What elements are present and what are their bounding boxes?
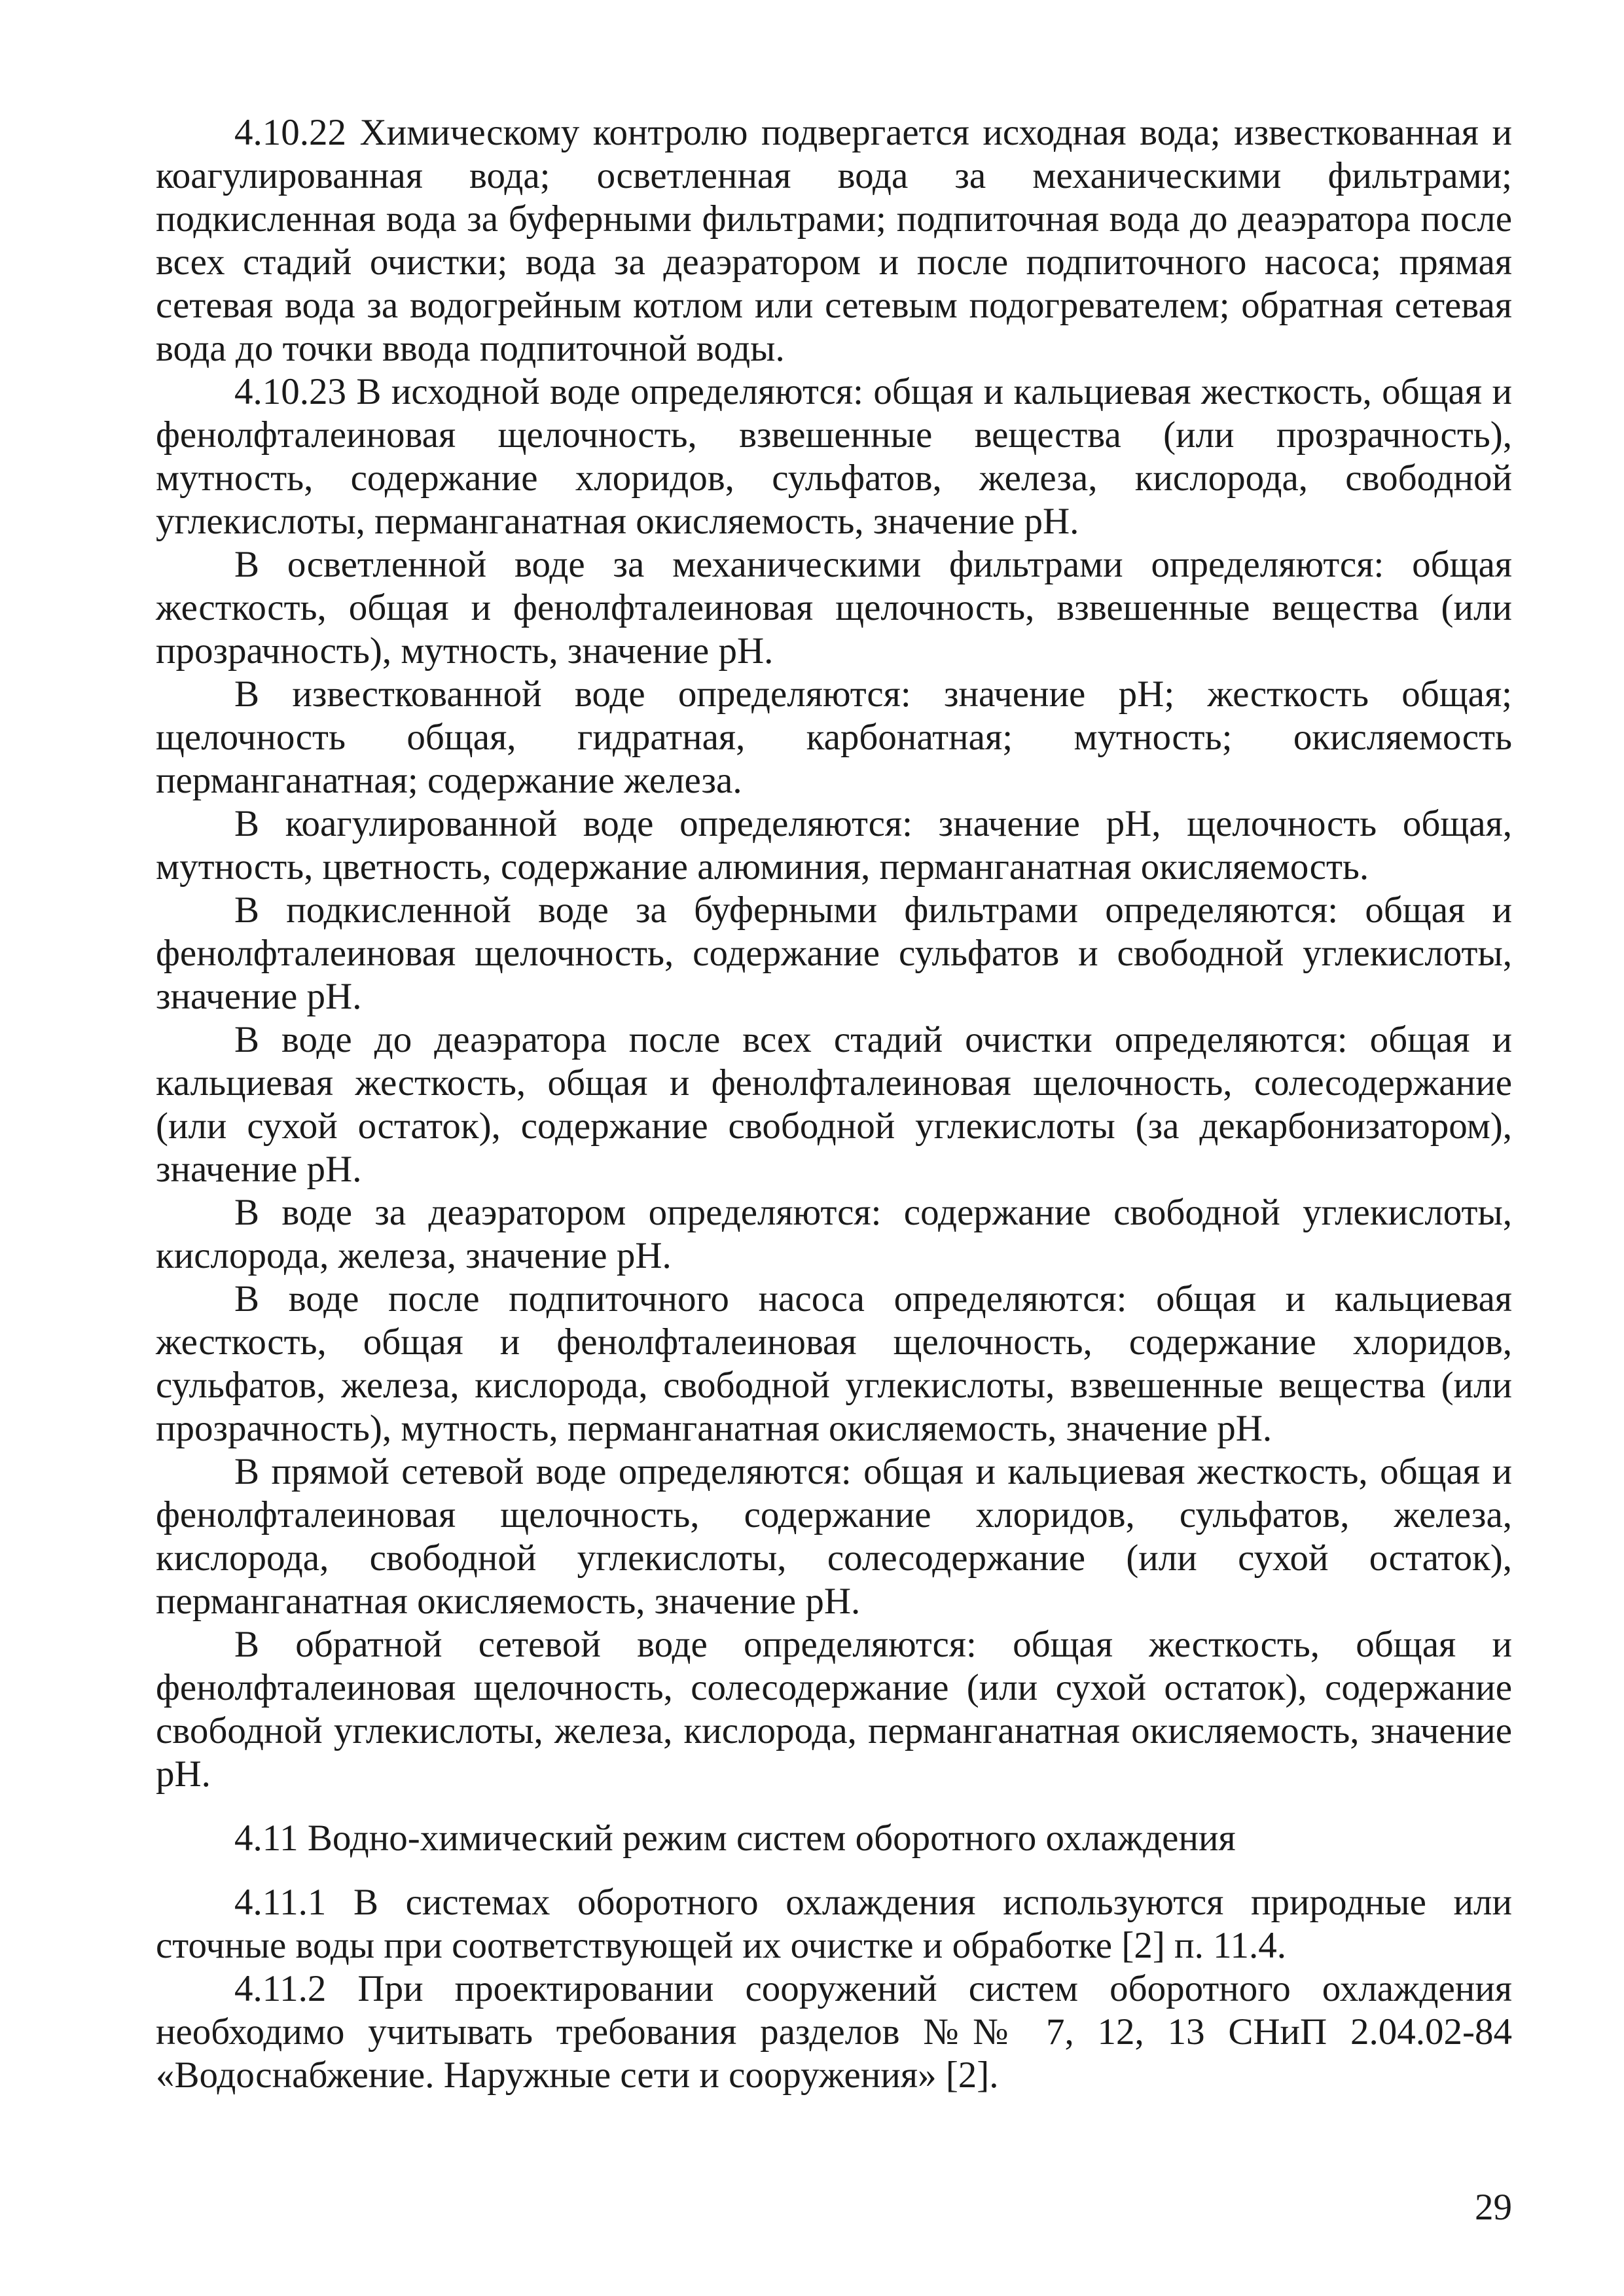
page-number: 29	[1475, 2187, 1512, 2228]
paragraph-4-11-2: 4.11.2 При проектировании сооружений систем оборотного охлаждения необходимо учитывать требования разделов №№ 7, 12, 13 СНиП 2.04.02-84 «Водоснабжение. Наружные сети и сооружения» [2].	[156, 1968, 1512, 2096]
paragraph-4-11-1: 4.11.1 В системах оборотного охлаждения используются природные или сточные воды при соответствующей их очистке и обработке [2] п. 11.4.	[156, 1882, 1512, 1966]
paragraph-4-10-23: 4.10.23 В исходной воде определяются: общая и кальциевая жесткость, общая и фенолфталеиновая щелочность, взвешенные вещества (или прозрачность), мутность, содержание хлоридов, сульфатов, железа, кислорода, свободной углекислоты, перманганатная окисляемость, значение рН.	[156, 371, 1512, 542]
paragraph-supply-network-water: В прямой сетевой воде определяются: общая и кальциевая жесткость, общая и фенолфталеиновая щелочность, содержание хлоридов, сульфатов, железа, кислорода, свободной углекислоты, солесодержание (или сухой остаток), перманганатная окисляемость, значение рН.	[156, 1451, 1512, 1622]
paragraph-before-deaerator: В воде до деаэратора после всех стадий очистки определяются: общая и кальциевая жесткость, общая и фенолфталеиновая щелочность, солесодержание (или сухой остаток), содержание свободной углекислоты (за декарбонизатором), значение рН.	[156, 1019, 1512, 1190]
paragraph-clarified-water: В осветленной воде за механическими фильтрами определяются: общая жесткость, общая и фенолфталеиновая щелочность, взвешенные вещества (или прозрачность), мутность, значение рН.	[156, 544, 1512, 672]
paragraph-after-deaerator: В воде за деаэратором определяются: содержание свободной углекислоты, кислорода, железа, значение рН.	[156, 1192, 1512, 1276]
paragraph-return-network-water: В обратной сетевой воде определяются: общая жесткость, общая и фенолфталеиновая щелочность, солесодержание (или сухой остаток), содержание свободной углекислоты, железа, кислорода, перманганатная окисляемость, значение рН.	[156, 1624, 1512, 1795]
section-heading-4-11: 4.11 Водно-химический режим систем оборотного охлаждения	[234, 1818, 1236, 1859]
page-body	[156, 111, 1512, 2097]
paragraph-after-makeup-pump: В воде после подпиточного насоса определяются: общая и кальциевая жесткость, общая и фенолфталеиновая щелочность, содержание хлоридов, сульфатов, железа, кислорода, свободной углекислоты, взвешенные вещества (или прозрачность), мутность, перманганатная окисляемость, значение рН.	[156, 1278, 1512, 1449]
paragraph-coagulated-water: В коагулированной воде определяются: значение рН, щелочность общая, мутность, цветность, содержание алюминия, перманганатная окисляемость.	[156, 803, 1512, 888]
paragraph-acidified-water: В подкисленной воде за буферными фильтрами определяются: общая и фенолфталеиновая щелочность, содержание сульфатов и свободной углекислоты, значение рН.	[156, 889, 1512, 1017]
paragraph-limed-water: В известкованной воде определяются: значение рН; жесткость общая; щелочность общая, гидратная, карбонатная; мутность; окисляемость перманганатная; содержание железа.	[156, 673, 1512, 801]
paragraph-4-10-22: 4.10.22 Химическому контролю подвергается исходная вода; известкованная и коагулированная вода; осветленная вода за механическими фильтрами; подкисленная вода за буферными фильтрами; подпиточная вода до деаэратора после всех стадий очистки; вода за деаэратором и после подпиточного насоса; прямая сетевая вода за водогрейным котлом или сетевым подогревателем; обратная сетевая вода до точки ввода подпиточной воды.	[156, 112, 1512, 369]
